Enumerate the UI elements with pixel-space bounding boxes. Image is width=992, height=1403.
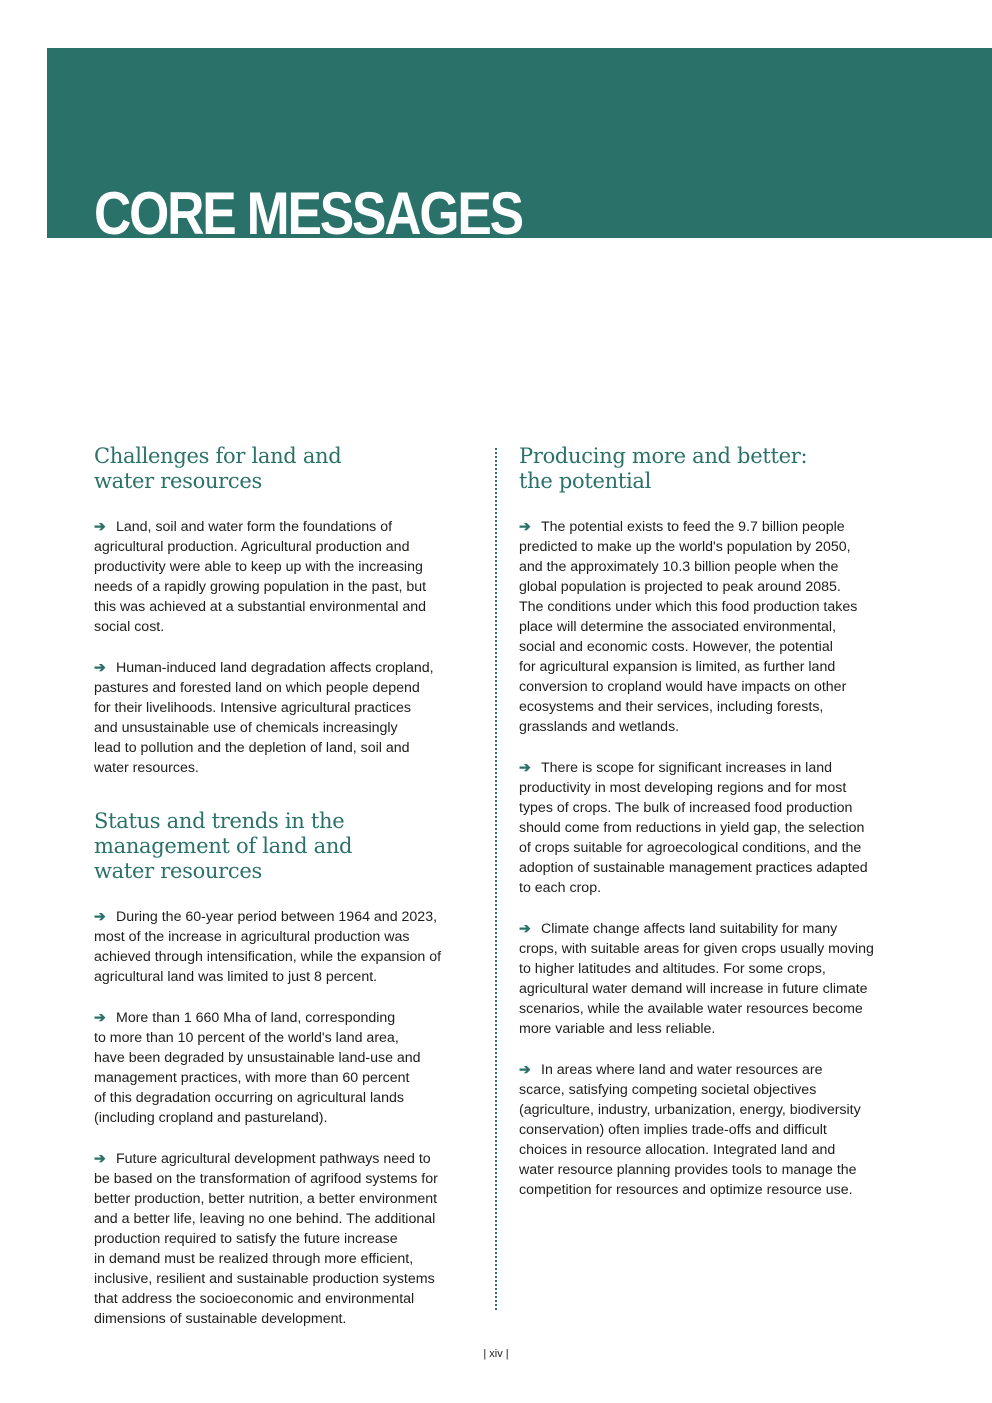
message-line	[519, 818, 904, 838]
message-line	[519, 617, 904, 637]
message-line	[519, 1080, 904, 1100]
message-text: and unsustainable use of chemicals increasingly	[94, 720, 398, 736]
message-text: (including cropland and pastureland).	[94, 1110, 328, 1126]
message-line	[94, 1309, 476, 1329]
heading-line: Challenges for land and	[94, 444, 342, 468]
page-number: | xiv |	[483, 1348, 509, 1360]
message-text: and a better life, leaving no one behind. The additional	[94, 1211, 436, 1227]
message-line	[94, 617, 476, 637]
message-text: During the 60-year period between 1964 and 2023,	[116, 909, 438, 925]
message-text: The potential exists to feed the 9.7 billion people	[541, 519, 845, 535]
message-line	[94, 927, 476, 947]
message-text: for their livelihoods. Intensive agricultural practices	[94, 700, 412, 716]
section	[519, 444, 904, 1200]
message-line	[519, 1100, 904, 1120]
message-line	[519, 557, 904, 577]
message-line	[519, 1140, 904, 1160]
message-text: most of the increase in agricultural production was	[94, 929, 410, 945]
message-text: scenarios, while the available water resources become	[519, 1001, 863, 1017]
message-line	[94, 738, 476, 758]
message-text: Climate change affects land suitability for many	[541, 921, 838, 937]
message-text: scarce, satisfying competing societal objectives	[519, 1082, 817, 1098]
message-text: production required to satisfy the future increase	[94, 1231, 398, 1247]
message-text: water resource planning provides tools to manage the	[519, 1162, 857, 1178]
column-divider	[495, 448, 497, 1310]
message-line	[519, 1019, 904, 1039]
message-line	[94, 516, 476, 537]
message-text: achieved through intensification, while the expansion of	[94, 949, 442, 965]
message-line	[519, 959, 904, 979]
message-text: Human-induced land degradation affects cropland,	[116, 660, 434, 676]
message-line	[519, 637, 904, 657]
message-line	[519, 838, 904, 858]
message-item	[94, 657, 476, 778]
section	[94, 444, 476, 778]
message-line	[94, 657, 476, 678]
message-line	[94, 906, 476, 927]
left-column	[94, 444, 476, 1360]
message-text: be based on the transformation of agrifood systems for	[94, 1171, 438, 1187]
arrow-right-icon: ➔	[94, 1150, 106, 1166]
message-text: productivity were able to keep up with the increasing	[94, 559, 423, 575]
arrow-right-icon: ➔	[94, 659, 106, 675]
message-line	[94, 947, 476, 967]
page-title: CORE MESSAGES	[94, 180, 522, 247]
message-line	[519, 878, 904, 898]
message-line	[94, 1028, 476, 1048]
message-text: The conditions under which this food production takes	[519, 599, 858, 615]
message-text: for agricultural expansion is limited, as further land	[519, 659, 836, 675]
message-line	[94, 1007, 476, 1028]
message-text: better production, better nutrition, a better environment	[94, 1191, 438, 1207]
message-line	[94, 1209, 476, 1229]
message-text: choices in resource allocation. Integrated land and	[519, 1142, 836, 1158]
message-item	[94, 906, 476, 987]
message-text: ecosystems and their services, including forests,	[519, 699, 824, 715]
message-line	[94, 1148, 476, 1169]
arrow-right-icon: ➔	[94, 908, 106, 924]
message-text: to more than 10 percent of the world's land area,	[94, 1030, 399, 1046]
message-text: conservation) often implies trade-offs and difficult	[519, 1122, 827, 1138]
message-text: to each crop.	[519, 880, 602, 896]
message-text: management practices, with more than 60 percent	[94, 1070, 410, 1086]
message-line	[519, 657, 904, 677]
message-item	[519, 1059, 904, 1200]
message-item	[519, 757, 904, 898]
message-line	[94, 967, 476, 987]
message-text: There is scope for significant increases in land	[541, 760, 832, 776]
message-line	[94, 577, 476, 597]
message-text: of crops suitable for agroecological conditions, and the	[519, 840, 862, 856]
message-text: predicted to make up the world's population by 2050,	[519, 539, 851, 555]
message-text: this was achieved at a substantial environmental and	[94, 599, 427, 615]
message-line	[94, 1289, 476, 1309]
message-line	[94, 1108, 476, 1128]
message-item	[94, 1007, 476, 1128]
message-line	[519, 697, 904, 717]
message-line	[519, 516, 904, 537]
message-text: more variable and less reliable.	[519, 1021, 716, 1037]
message-line	[519, 1180, 904, 1200]
header-banner	[47, 48, 992, 247]
right-column	[519, 444, 904, 1231]
heading-line: Status and trends in the	[94, 809, 345, 833]
message-line	[94, 537, 476, 557]
arrow-right-icon: ➔	[519, 920, 531, 936]
message-text: dimensions of sustainable development.	[94, 1311, 347, 1327]
message-text: Future agricultural development pathways need to	[116, 1151, 431, 1167]
arrow-right-icon: ➔	[94, 518, 106, 534]
arrow-right-icon: ➔	[519, 518, 531, 534]
message-line	[94, 1088, 476, 1108]
message-text: productivity in most developing regions and for most	[519, 780, 847, 796]
message-text: that address the socioeconomic and environmental	[94, 1291, 415, 1307]
message-text: competition for resources and optimize resource use.	[519, 1182, 853, 1198]
message-text: and the approximately 10.3 billion people when the	[519, 559, 839, 575]
message-line	[94, 758, 476, 778]
message-line	[519, 1160, 904, 1180]
message-text: Land, soil and water form the foundations of	[116, 519, 393, 535]
message-line	[519, 778, 904, 798]
heading-line: Producing more and better:	[519, 444, 808, 468]
message-text: social and economic costs. However, the potential	[519, 639, 833, 655]
message-line	[519, 939, 904, 959]
message-text: agricultural land was limited to just 8 percent.	[94, 969, 378, 985]
message-line	[519, 858, 904, 878]
message-text: of this degradation occurring on agricultural lands	[94, 1090, 404, 1106]
message-line	[94, 678, 476, 698]
message-line	[519, 1120, 904, 1140]
message-line	[519, 577, 904, 597]
message-text: types of crops. The bulk of increased food production	[519, 800, 853, 816]
message-text: lead to pollution and the depletion of land, soil and	[94, 740, 410, 756]
message-item	[94, 1148, 476, 1329]
arrow-right-icon: ➔	[519, 759, 531, 775]
heading-line: the potential	[519, 469, 652, 493]
message-line	[519, 918, 904, 939]
message-line	[519, 979, 904, 999]
message-text: crops, with suitable areas for given crops usually moving	[519, 941, 874, 957]
message-text: in demand must be realized through more efficient,	[94, 1251, 414, 1267]
arrow-right-icon: ➔	[519, 1061, 531, 1077]
message-text: agricultural production. Agricultural production and	[94, 539, 410, 555]
message-line	[519, 757, 904, 778]
message-line	[94, 698, 476, 718]
message-line	[519, 717, 904, 737]
message-line	[94, 1189, 476, 1209]
message-text: place will determine the associated environmental,	[519, 619, 837, 635]
message-line	[94, 1169, 476, 1189]
message-text: agricultural water demand will increase in future climate	[519, 981, 868, 997]
message-text: adoption of sustainable management practices adapted	[519, 860, 868, 876]
message-text: to higher latitudes and altitudes. For some crops,	[519, 961, 826, 977]
heading-line: water resources	[94, 859, 262, 883]
heading-line: water resources	[94, 469, 262, 493]
message-line	[94, 1229, 476, 1249]
message-line	[519, 999, 904, 1019]
message-line	[519, 537, 904, 557]
message-line	[94, 1249, 476, 1269]
message-text: have been degraded by unsustainable land-use and	[94, 1050, 421, 1066]
message-text: needs of a rapidly growing population in the past, but	[94, 579, 427, 595]
message-line	[519, 1059, 904, 1080]
message-text: More than 1 660 Mha of land, corresponding	[116, 1010, 396, 1026]
section	[94, 809, 476, 1329]
message-line	[94, 1048, 476, 1068]
message-text: should come from reductions in yield gap, the selection	[519, 820, 865, 836]
message-line	[94, 1068, 476, 1088]
message-line	[519, 798, 904, 818]
message-text: global population is projected to peak around 2085.	[519, 579, 841, 595]
message-line	[94, 1269, 476, 1289]
message-text: conversion to cropland would have impacts on other	[519, 679, 847, 695]
message-text: pastures and forested land on which people depend	[94, 680, 420, 696]
message-item	[519, 918, 904, 1039]
message-text: In areas where land and water resources are	[541, 1062, 823, 1078]
message-item	[94, 516, 476, 637]
section-heading	[519, 444, 904, 494]
message-text: (agriculture, industry, urbanization, energy, biodiversity	[519, 1102, 861, 1118]
message-text: social cost.	[94, 619, 165, 635]
message-text: water resources.	[94, 760, 199, 776]
message-line	[94, 597, 476, 617]
message-text: grasslands and wetlands.	[519, 719, 680, 735]
message-line	[94, 557, 476, 577]
message-line	[519, 677, 904, 697]
heading-line: management of land and	[94, 834, 353, 858]
message-text: inclusive, resilient and sustainable production systems	[94, 1271, 435, 1287]
message-line	[519, 597, 904, 617]
section-heading	[94, 444, 476, 494]
message-item	[519, 516, 904, 737]
section-heading	[94, 809, 476, 884]
arrow-right-icon: ➔	[94, 1009, 106, 1025]
message-line	[94, 718, 476, 738]
